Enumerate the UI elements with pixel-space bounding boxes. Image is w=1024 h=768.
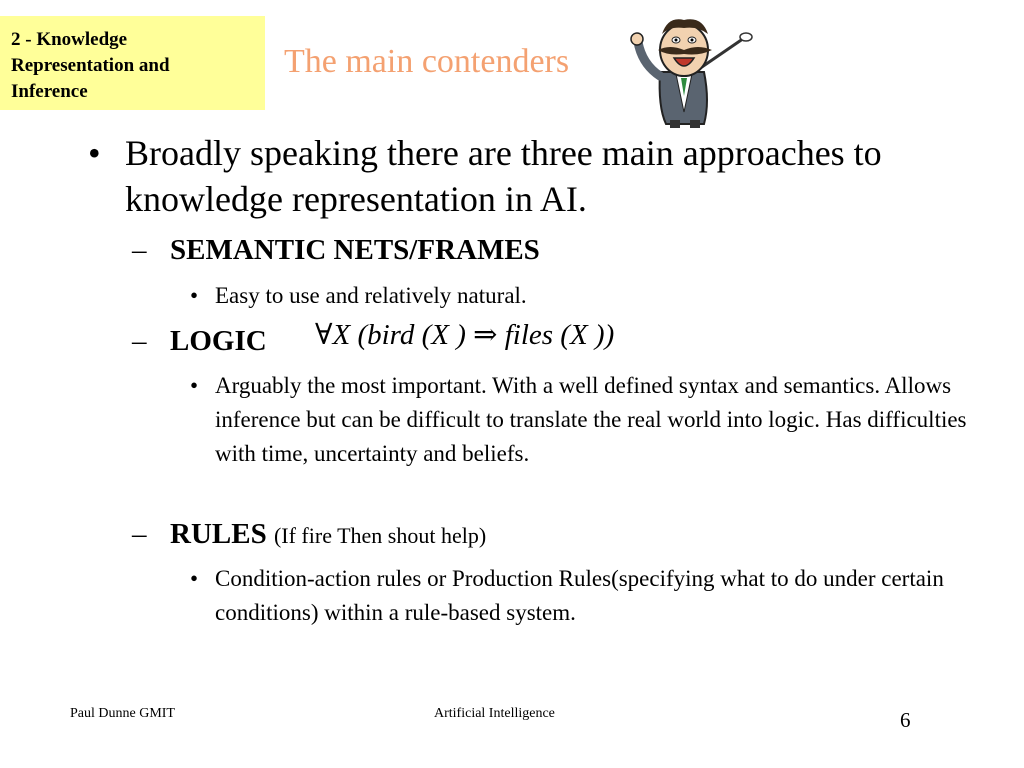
rules-note: (If fire Then shout help) [273, 523, 487, 548]
section-label-line1: 2 - Knowledge [11, 29, 128, 50]
professor-clipart-icon [618, 12, 754, 130]
bullet-icon: • [88, 133, 101, 173]
sub-item-label: LOGIC [170, 325, 267, 357]
footer-course: Artificial Intelligence [434, 706, 555, 721]
dash-icon: – [132, 325, 147, 357]
footer-author: Paul Dunne GMIT [70, 706, 175, 721]
main-bullet-text: Broadly speaking there are three main approaches to knowledge representation in AI. [125, 133, 882, 219]
detail-text: Easy to use and relatively natural. [215, 283, 527, 308]
detail-text: Arguably the most important. With a well defined syntax and semantics. Allows inference but can be difficult to translate the real world into logic. Has difficulties with time, uncertainty and beliefs. [215, 373, 967, 466]
detail-text: Condition-action rules or Production Rules(specifying what to do under certain conditions) within a rule-based system. [215, 566, 944, 625]
section-label-line3: Inference [11, 81, 88, 102]
sub-item-label: RULES [170, 518, 267, 550]
dash-icon: – [132, 234, 147, 266]
bullet-icon: • [190, 283, 199, 308]
section-label [11, 27, 170, 105]
bullet-icon: • [190, 566, 199, 591]
dash-icon: – [132, 518, 147, 550]
section-label-box [0, 16, 265, 110]
slide-title: The main contenders [284, 43, 570, 80]
page-number: 6 [900, 708, 911, 732]
rules-line [170, 517, 486, 553]
logic-formula: ∀X (bird (X ) ⇒ files (X )) [315, 319, 615, 351]
bullet-icon: • [190, 373, 199, 398]
section-label-line2: Representation and [11, 55, 170, 76]
sub-item-label: SEMANTIC NETS/FRAMES [170, 234, 540, 266]
